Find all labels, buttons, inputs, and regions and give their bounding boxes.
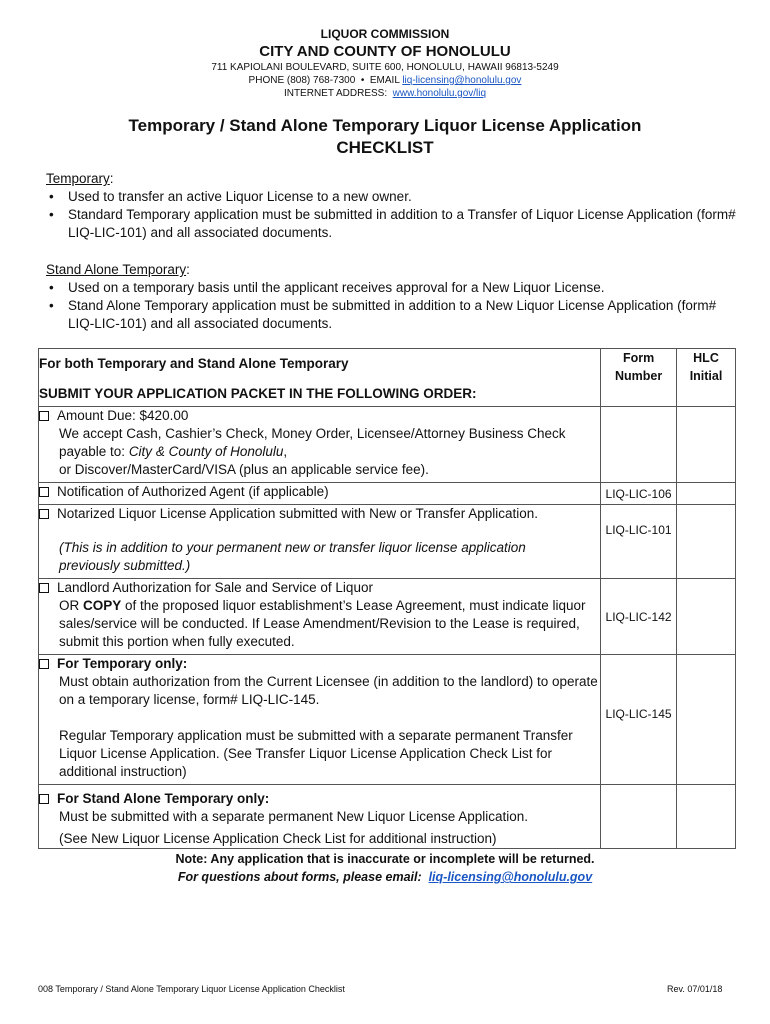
checkbox[interactable] [39, 794, 49, 804]
initial-cell[interactable] [677, 579, 736, 655]
table-row [39, 785, 736, 849]
email-link[interactable]: liq-licensing@honolulu.gov [402, 75, 522, 86]
table-row [39, 579, 736, 655]
form-number: LIQ-LIC-142 [601, 579, 677, 655]
questions-note [0, 870, 770, 884]
standalone-section: Stand Alone Temporary: • Used on a temporary basis until the applicant receives approval for a New Liquor License. • Stand Alone Temporary application must be submitted in addition to a New Liquor License Application (form# LIQ-LIC-101) and all associated documents. [46, 261, 736, 333]
standalone-item: • Stand Alone Temporary application must be submitted in addition to a New Liquor License Application (form# LIQ-LIC-101) and all associated documents. [46, 297, 736, 333]
table-instruction: SUBMIT YOUR APPLICATION PACKET IN THE FOLLOWING ORDER: [39, 386, 477, 401]
form-header-line: Form [622, 351, 655, 365]
landlord-authorization: Landlord Authorization for Sale and Service of Liquor [57, 580, 373, 595]
table-heading: For both Temporary and Stand Alone Temporary [39, 356, 349, 371]
temporary-item: • Used to transfer an active Liquor License to a new owner. [46, 188, 736, 206]
temporary-heading: Temporary [46, 171, 110, 186]
temporary-only-heading: For Temporary only: [57, 656, 188, 671]
web-line [0, 88, 770, 99]
initial-cell[interactable] [677, 505, 736, 579]
payable-to [39, 443, 600, 461]
initial-cell[interactable] [677, 407, 736, 483]
standalone-heading: Stand Alone Temporary [46, 262, 187, 277]
lease-copy-word: COPY [83, 598, 122, 613]
temporary-requirement: Must obtain authorization from the Current Licensee (in addition to the landlord) to operate on a temporary license, form# LIQ-LIC-145. [59, 674, 598, 707]
footer-document-name: 008 Temporary / Stand Alone Temporary Liquor License Application Checklist [38, 984, 345, 994]
form-header-line: Number [614, 369, 663, 383]
card-payment: or Discover/MasterCard/VISA (plus an applicable service fee). [59, 462, 429, 477]
standalone-requirement: Must be submitted with a separate permanent New Liquor License Application. [59, 809, 529, 824]
questions-email-link[interactable]: liq-licensing@honolulu.gov [428, 870, 593, 884]
standalone-note: (See New Liquor License Application Check List for additional instruction) [59, 831, 497, 846]
lease-text: of the proposed liquor establishment’s Lease Agreement, must indicate liquor sales/service will be conducted. If Lease Amendment/Revision to the Lease is required, submit this portion when fully executed. [59, 598, 586, 649]
form-number: LIQ-LIC-101 [601, 505, 677, 579]
application-note: (This is in addition to your permanent new or transfer liquor license application previously submitted.) [59, 540, 526, 573]
form-number: LIQ-LIC-106 [601, 483, 677, 505]
phone-label: PHONE (808) 768-7300 • EMAIL [248, 75, 403, 86]
hlc-initial-header [677, 349, 736, 407]
temporary-item: • Standard Temporary application must be submitted in addition to a Transfer of Liquor License Application (form# LIQ-LIC-101) and all associated documents. [46, 206, 736, 242]
table-header-row [39, 349, 736, 407]
address: 711 KAPIOLANI BOULEVARD, SUITE 600, HONOLULU, HAWAII 96813-5249 [211, 62, 559, 73]
lease-copy [39, 597, 600, 651]
form-number: LIQ-LIC-145 [601, 655, 677, 785]
table-row [39, 655, 736, 785]
form-number-header [601, 349, 677, 407]
standalone-only-heading: For Stand Alone Temporary only: [57, 791, 270, 806]
incomplete-note: Note: Any application that is inaccurate or incomplete will be returned. [175, 852, 595, 866]
lease-or: OR [59, 598, 84, 613]
notarized-application: Notarized Liquor License Application submitted with New or Transfer Application. [57, 506, 539, 521]
questions-label: For questions about forms, please email: [177, 870, 429, 884]
phone-line [0, 75, 770, 86]
initial-cell[interactable] [677, 655, 736, 785]
footer-revision: Rev. 07/01/18 [667, 984, 723, 994]
payee: City & County of Honolulu [128, 444, 284, 459]
web-label: INTERNET ADDRESS: [283, 88, 393, 99]
hlc-header-line: HLC [693, 351, 719, 365]
authorized-agent: Notification of Authorized Agent (if applicable) [57, 484, 329, 499]
table-row [39, 505, 736, 579]
page-subtitle: CHECKLIST [336, 138, 434, 157]
checkbox[interactable] [39, 509, 49, 519]
amount-due: Amount Due: $420.00 [57, 408, 189, 423]
form-cell [601, 407, 677, 483]
checklist-table [38, 348, 736, 849]
payee-comma: , [283, 444, 288, 459]
hlc-header-line: Initial [689, 369, 723, 383]
checkbox[interactable] [39, 411, 49, 421]
checkbox[interactable] [39, 487, 49, 497]
temporary-transfer-note: Regular Temporary application must be submitted with a separate permanent Transfer Liquor License Application. (See Transfer Liquor License Application Check List for additional instruction) [59, 728, 573, 779]
temporary-section: Temporary: • Used to transfer an active Liquor License to a new owner. • Standard Temporary application must be submitted in addition to a Transfer of Liquor License Application (form# LIQ-LIC-101) and all associated documents. [46, 170, 736, 242]
checkbox[interactable] [39, 583, 49, 593]
city-name: CITY AND COUNTY OF HONOLULU [259, 43, 511, 60]
initial-cell[interactable] [677, 785, 736, 849]
table-row [39, 407, 736, 483]
website-link[interactable]: www.honolulu.gov/liq [392, 88, 487, 99]
checkbox[interactable] [39, 659, 49, 669]
payment-methods: We accept Cash, Cashier’s Check, Money Order, Licensee/Attorney Business Check [59, 426, 566, 441]
standalone-item: • Used on a temporary basis until the applicant receives approval for a New Liquor License. [46, 279, 736, 297]
page-title: Temporary / Stand Alone Temporary Liquor License Application [128, 116, 642, 135]
agency-name: LIQUOR COMMISSION [320, 27, 450, 41]
initial-cell[interactable] [677, 483, 736, 505]
payable-label: payable to: [59, 444, 129, 459]
form-cell [601, 785, 677, 849]
table-row [39, 483, 736, 505]
